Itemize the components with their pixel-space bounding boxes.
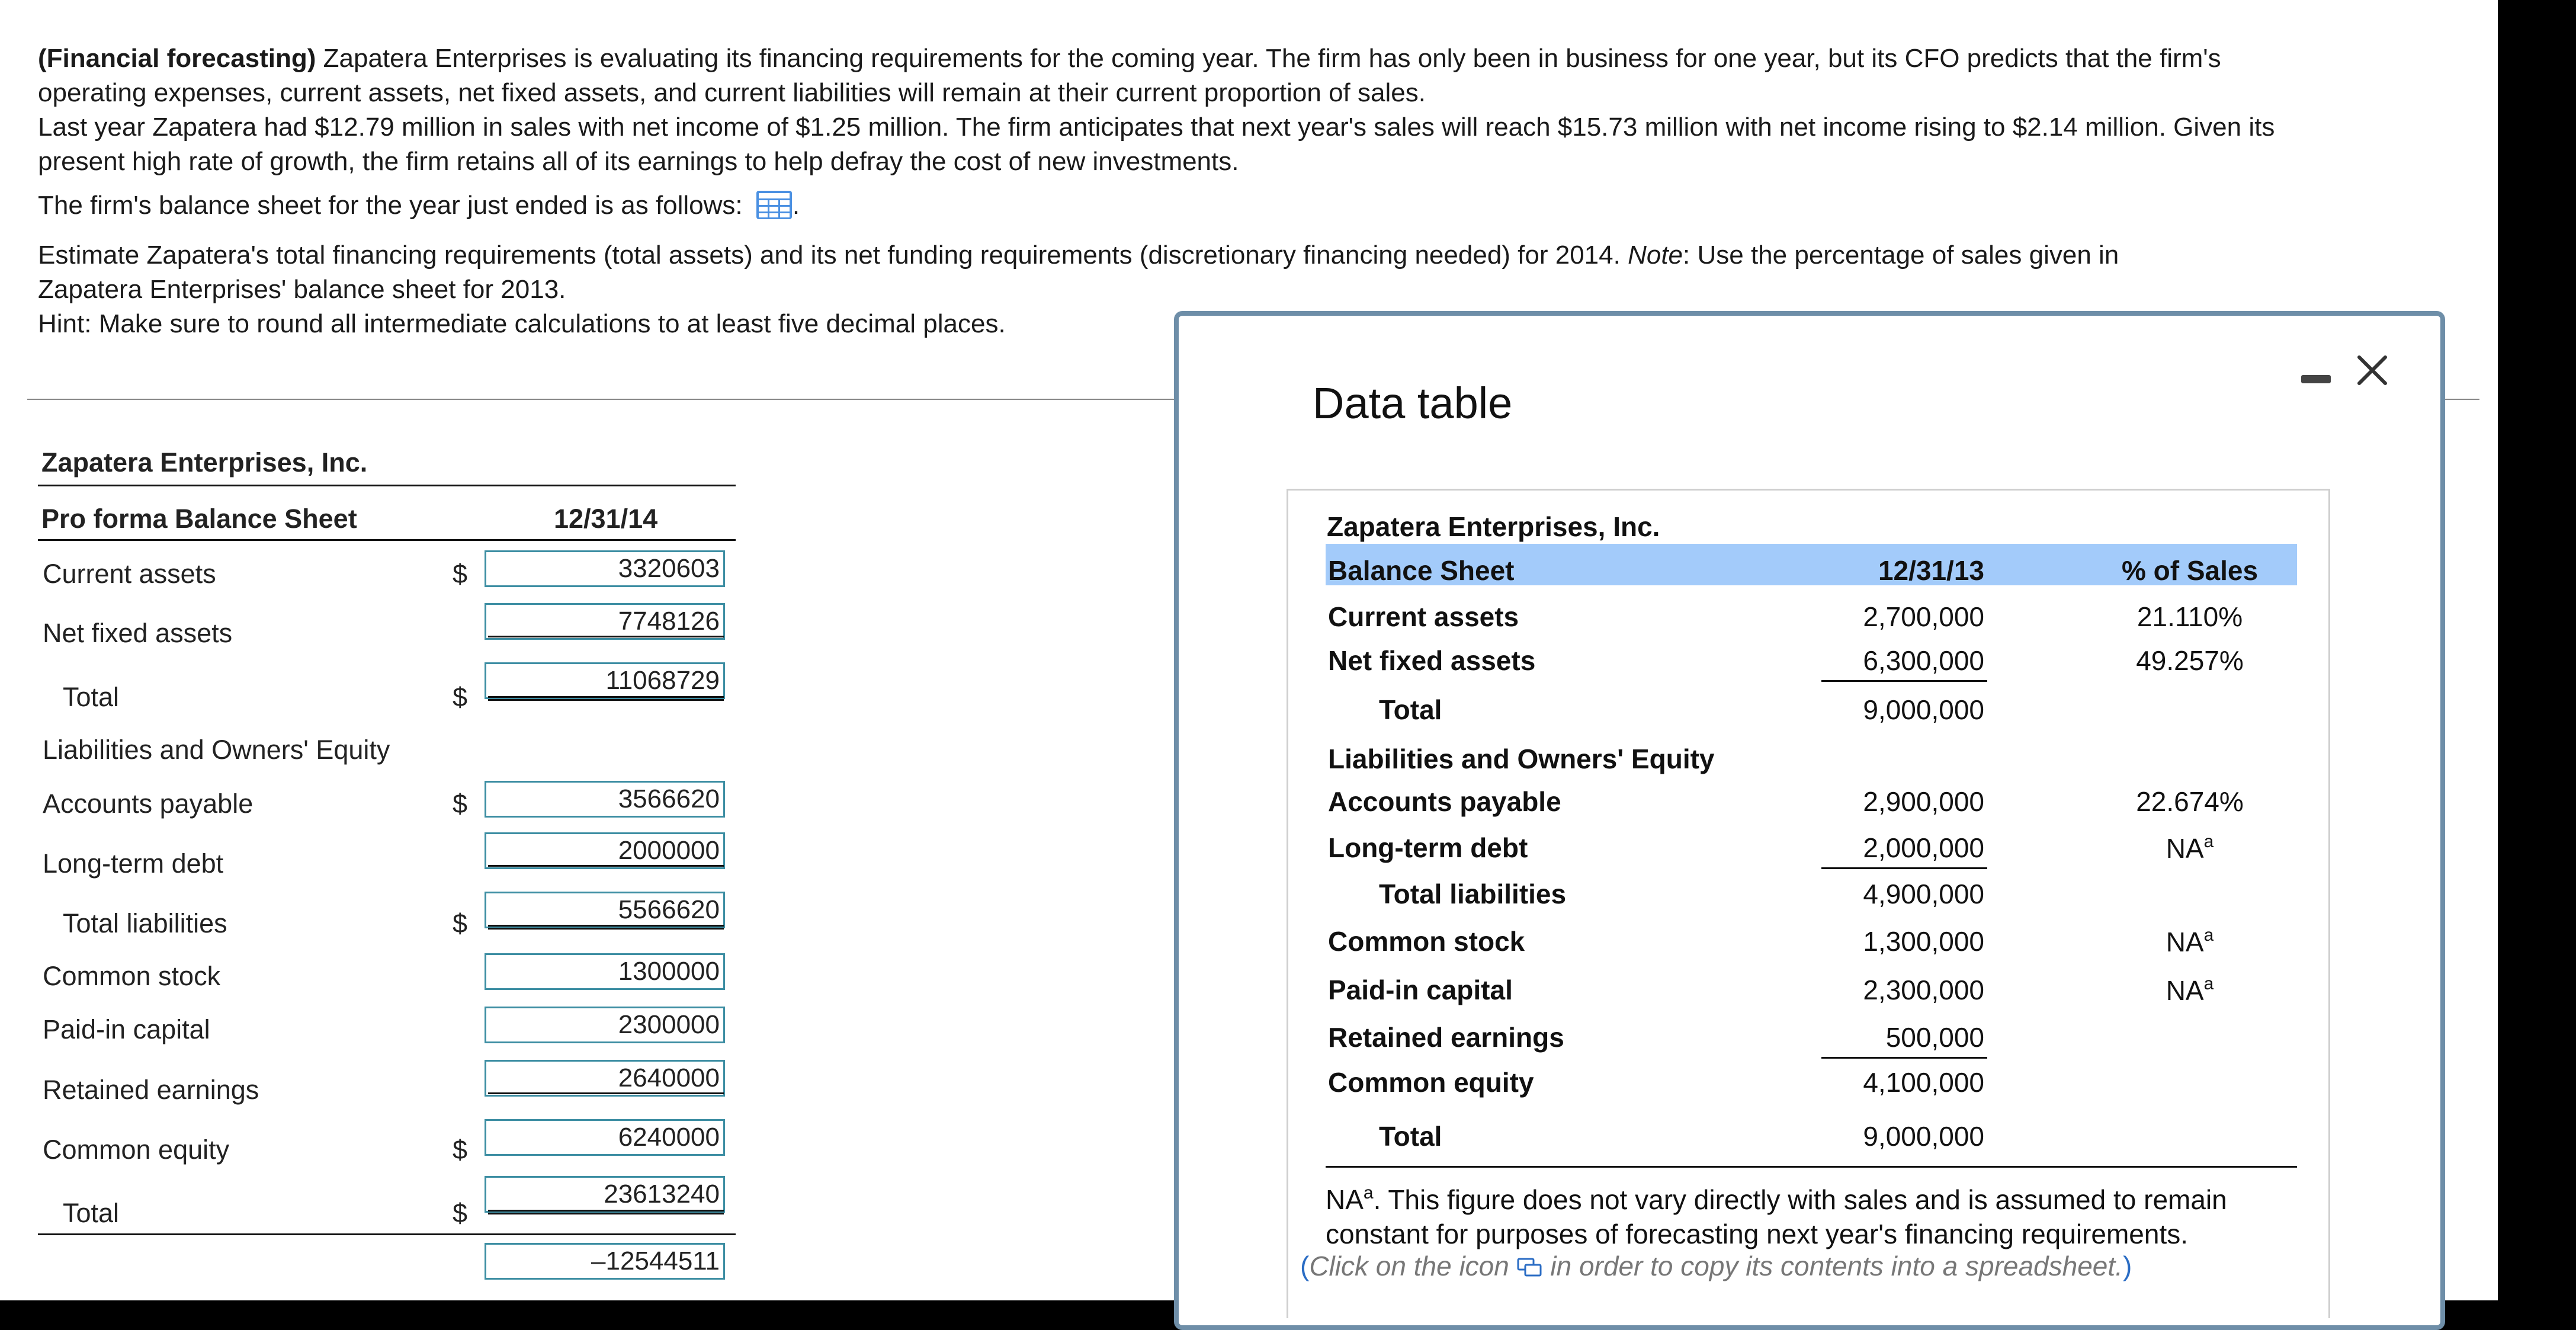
- dt-underline: [1821, 867, 1987, 869]
- dt-header-pct: % of Sales: [2121, 555, 2259, 586]
- dt-label: Liabilities and Owners' Equity: [1328, 743, 1715, 774]
- close-button[interactable]: [2354, 352, 2390, 388]
- dollar-sign: $: [453, 908, 468, 938]
- dt-label: Long-term debt: [1328, 832, 1528, 863]
- common-equity-input[interactable]: [485, 1119, 725, 1156]
- copy-icon[interactable]: [1517, 1252, 1543, 1273]
- dt-value: 2,700,000: [1863, 601, 1984, 632]
- long-term-debt-input[interactable]: [485, 832, 725, 869]
- dt-value: 9,000,000: [1863, 694, 1984, 725]
- dt-pct: 49.257%: [2136, 645, 2244, 676]
- label-common-equity: Common equity: [43, 1134, 230, 1165]
- dollar-sign: $: [453, 559, 468, 589]
- dt-bottom-rule: [1326, 1166, 2297, 1168]
- label-net-fixed-assets: Net fixed assets: [43, 618, 233, 648]
- dt-label: Accounts payable: [1328, 786, 1561, 817]
- paid-in-capital-input[interactable]: [485, 1007, 725, 1043]
- dt-underline: [1821, 1057, 1987, 1059]
- dt-value: 500,000: [1885, 1022, 1984, 1053]
- dt-label: Total: [1379, 1121, 1442, 1152]
- dt-header-label: Balance Sheet: [1328, 555, 1515, 586]
- net-fixed-assets-input[interactable]: [485, 603, 725, 640]
- problem-line-4: present high rate of growth, the firm retains all of its earnings to help defray the cost of new investments.: [38, 147, 1239, 176]
- double-underline: [488, 1210, 724, 1214]
- current-assets-input[interactable]: [485, 550, 725, 587]
- dt-value: 2,300,000: [1863, 975, 1984, 1005]
- double-underline: [488, 925, 724, 930]
- data-table-icon[interactable]: [756, 190, 793, 220]
- label-total-assets: Total: [63, 682, 120, 712]
- label-total-liabilities: Total liabilities: [63, 908, 227, 938]
- proforma-date-header: 12/31/14: [554, 504, 658, 534]
- problem-line-6: Estimate Zapatera's total financing requirements (total assets) and its net funding requirements (discretionary financing needed) for 2014. Note: Use the percentage of sales given in: [38, 241, 2119, 270]
- dollar-sign: $: [453, 789, 468, 819]
- problem-line-1: (Financial forecasting) Zapatera Enterprises is evaluating its financing requirements for the coming year. The firm has only been in business for one year, but its CFO predicts that the firm's: [38, 44, 2221, 73]
- dt-value: 4,100,000: [1863, 1067, 1984, 1098]
- problem-line-7: Zapatera Enterprises' balance sheet for 2013.: [38, 275, 566, 304]
- divider: [38, 1233, 736, 1235]
- dt-header-date: 12/31/13: [1878, 555, 1984, 586]
- dt-value: 4,900,000: [1863, 879, 1984, 909]
- dt-pct: $NA^a$: [2166, 974, 2214, 1006]
- dt-label: Retained earnings: [1328, 1022, 1564, 1053]
- total-input[interactable]: [485, 1176, 725, 1213]
- dfn-input[interactable]: [485, 1243, 725, 1280]
- label-current-assets: Current assets: [43, 559, 216, 589]
- proforma-title: Pro forma Balance Sheet: [41, 504, 357, 534]
- modal-title: Data table: [1313, 379, 1513, 428]
- footnote: $NA^a$. This figure does not vary directly with sales and is assumed to remain constant for purposes of forecasting next year's financing requirements.: [1326, 1183, 2227, 1249]
- dt-value: 2,000,000: [1863, 832, 1984, 863]
- total-assets-input[interactable]: [485, 662, 725, 699]
- dt-label: Common equity: [1328, 1067, 1534, 1098]
- minimize-button[interactable]: [2301, 375, 2331, 383]
- label-retained-earnings: Retained earnings: [43, 1075, 259, 1105]
- label-liabilities-section: Liabilities and Owners' Equity: [43, 735, 390, 765]
- underline: [488, 1092, 724, 1094]
- close-icon: [2354, 352, 2390, 388]
- dt-label: Current assets: [1328, 601, 1519, 632]
- dt-pct: 21.110%: [2136, 601, 2243, 632]
- divider: [38, 539, 736, 541]
- dt-label: Total liabilities: [1379, 879, 1567, 909]
- accounts-payable-input[interactable]: [485, 781, 725, 818]
- divider: [38, 485, 736, 486]
- copy-hint: (Click on the icon in order to copy its contents into a spreadsheet.): [1300, 1251, 2132, 1281]
- underline: [488, 865, 724, 867]
- dt-value: 9,000,000: [1863, 1121, 1984, 1152]
- dt-value: 6,300,000: [1863, 645, 1984, 676]
- underline: [488, 636, 724, 637]
- dollar-sign: $: [453, 682, 468, 712]
- label-common-stock: Common stock: [43, 961, 221, 991]
- label-long-term-debt: Long-term debt: [43, 848, 224, 879]
- label-paid-in-capital: Paid-in capital: [43, 1014, 210, 1044]
- dt-underline: [1821, 680, 1987, 682]
- dt-label: Total: [1379, 694, 1442, 725]
- dt-value: 1,300,000: [1863, 926, 1984, 957]
- dollar-sign: $: [453, 1134, 468, 1165]
- problem-line-3: Last year Zapatera had $12.79 million in sales with net income of $1.25 million. The firm anticipates that next year's sales will reach $15.73 million with net income rising to $2.14 million. Given its: [38, 113, 2275, 142]
- dt-label: Paid-in capital: [1328, 975, 1513, 1005]
- dt-company: Zapatera Enterprises, Inc.: [1327, 511, 1660, 542]
- dollar-sign: $: [453, 1198, 468, 1228]
- dt-pct: 22.674%: [2136, 786, 2244, 817]
- dt-label: Common stock: [1328, 926, 1525, 957]
- label-accounts-payable: Accounts payable: [43, 789, 254, 819]
- dt-value: 2,900,000: [1863, 786, 1984, 817]
- double-underline: [488, 696, 724, 701]
- problem-line-5: The firm's balance sheet for the year just ended is as follows: .: [38, 191, 800, 220]
- total-liabilities-input[interactable]: [485, 892, 725, 928]
- dt-label: Net fixed assets: [1328, 645, 1536, 676]
- hint-text: Hint: Make sure to round all intermediate calculations to at least five decimal places.: [38, 309, 1006, 338]
- common-stock-input[interactable]: [485, 953, 725, 990]
- retained-earnings-input[interactable]: [485, 1060, 725, 1097]
- problem-line-2: operating expenses, current assets, net fixed assets, and current liabilities will remain at their current proportion of sales.: [38, 78, 1426, 107]
- label-total: Total: [63, 1198, 120, 1228]
- proforma-company: Zapatera Enterprises, Inc.: [41, 447, 368, 477]
- dt-pct: $NA^a$: [2166, 925, 2214, 957]
- dt-pct: $NA^a$: [2166, 832, 2214, 864]
